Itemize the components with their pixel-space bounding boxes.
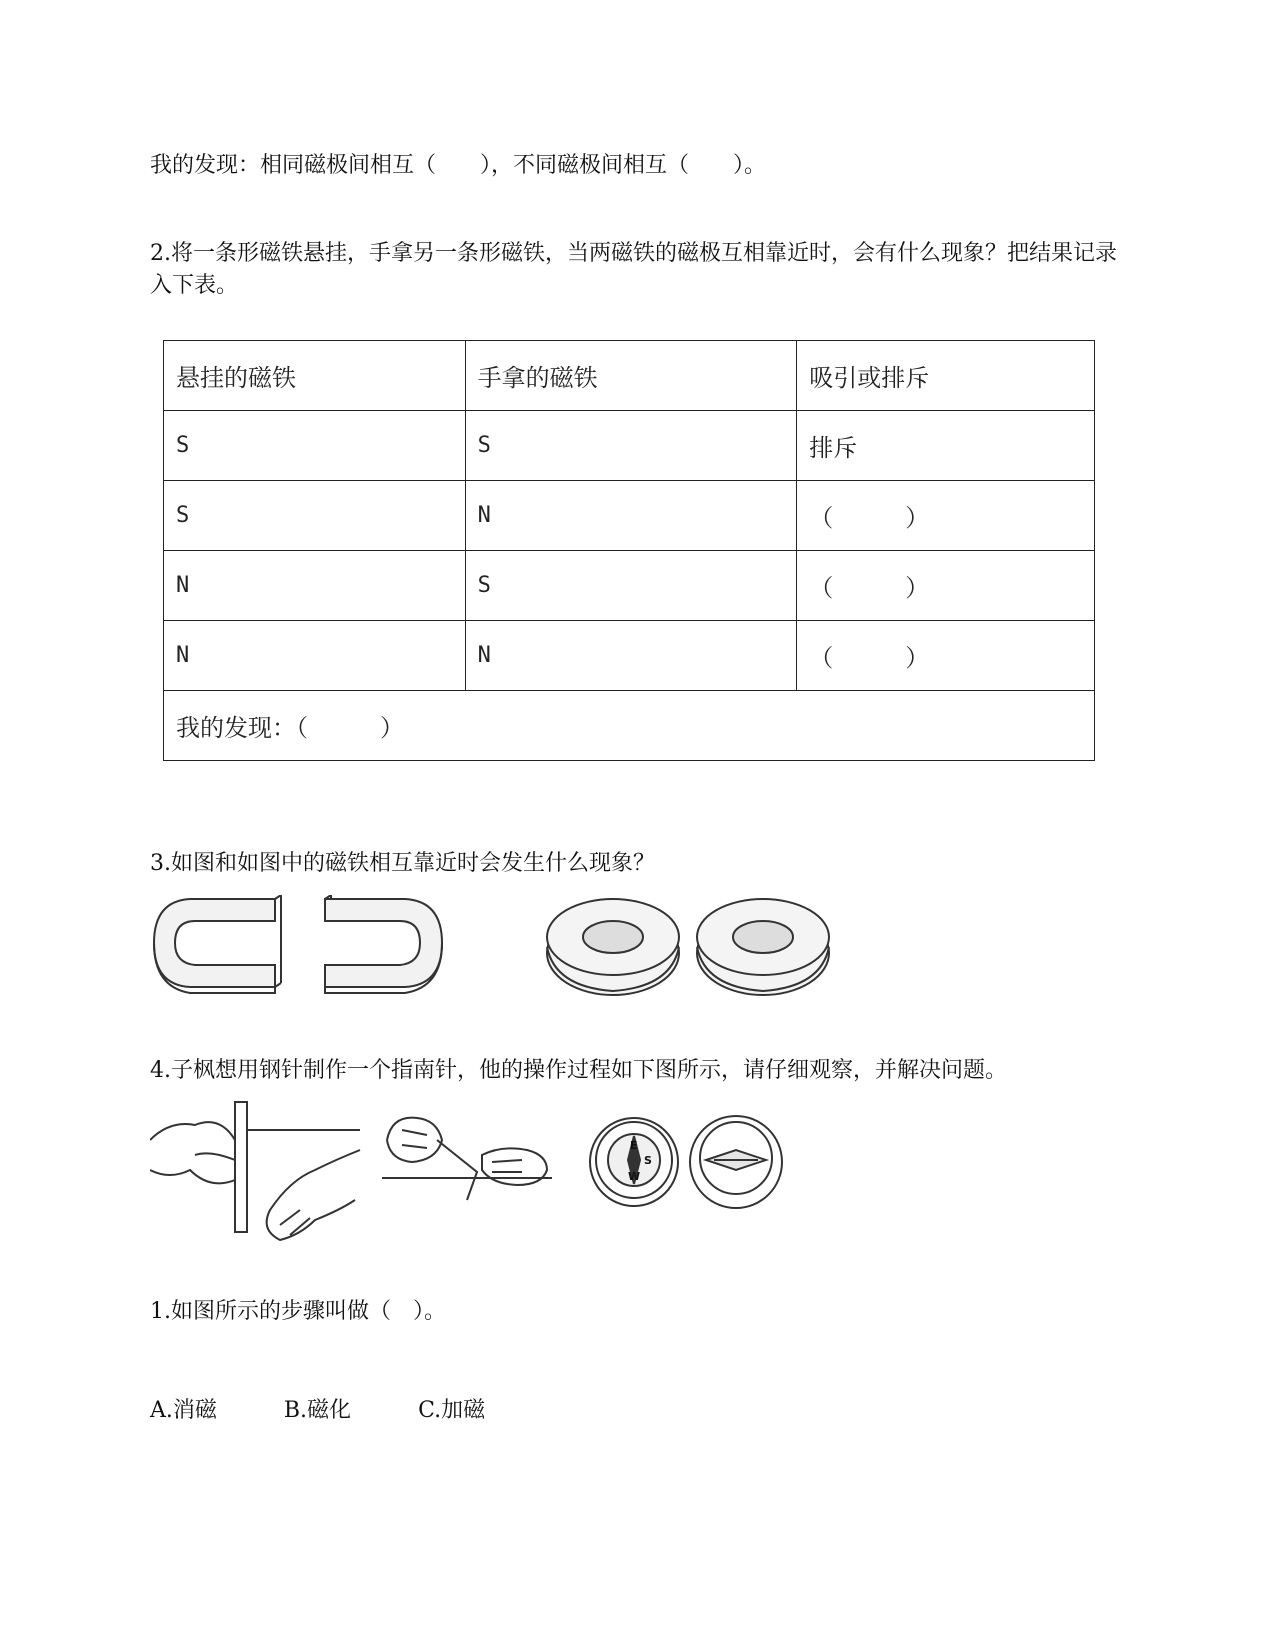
table-cell: N: [164, 621, 466, 691]
sub-question-1: 1.如图所示的步骤叫做（ ）。: [150, 1299, 446, 1324]
table-cell: 排斥: [797, 411, 1095, 481]
table-cell: S: [465, 551, 797, 621]
table-header-row: [164, 341, 1095, 411]
stroking-needle-figure: [382, 1100, 562, 1210]
compass-letter-s: S: [644, 1154, 652, 1167]
table-footer-row: [164, 691, 1095, 761]
table-row: [164, 551, 1095, 621]
table-row: [164, 621, 1095, 691]
horseshoe-magnets-figure: [150, 895, 450, 1005]
table-row: [164, 481, 1095, 551]
ring-magnets-figure: [545, 895, 845, 1005]
compass-letter-w: W: [628, 1170, 641, 1183]
magnet-result-table: [163, 340, 1095, 761]
answer-blank[interactable]: （ ）: [797, 551, 1095, 621]
table-finding[interactable]: 我的发现：（ ）: [164, 691, 1095, 761]
ring-magnet-left: [547, 899, 679, 995]
table-cell: S: [164, 481, 466, 551]
table-cell: N: [465, 621, 797, 691]
table-cell: S: [465, 411, 797, 481]
table-row: [164, 411, 1095, 481]
horseshoe-magnet-right: [325, 895, 442, 993]
question-4: 4.子枫想用钢针制作一个指南针，他的操作过程如下图所示，请仔细观察，并解决问题。: [150, 1058, 1007, 1083]
answer-blank[interactable]: （ ）: [797, 481, 1095, 551]
question-2: 2.将一条形磁铁悬挂，手拿另一条形磁铁，当两磁铁的磁极互相靠近时，会有什么现象？把结果记录入下表。: [150, 241, 1117, 298]
compass-letter-e: E: [630, 1139, 638, 1152]
answer-blank[interactable]: （ ）: [797, 621, 1095, 691]
header-hanging-magnet: 悬挂的磁铁: [164, 341, 466, 411]
table-cell: N: [465, 481, 797, 551]
option-c[interactable]: C.加磁: [418, 1398, 486, 1423]
horseshoe-magnet-left: [154, 895, 281, 993]
compasses-figure: [586, 1112, 786, 1212]
answer-options: [150, 1395, 545, 1427]
header-hand-magnet: 手拿的磁铁: [465, 341, 797, 411]
table-cell: N: [164, 551, 466, 621]
ring-magnet-right: [697, 899, 829, 995]
table-cell: S: [164, 411, 466, 481]
option-a[interactable]: A.消磁: [150, 1398, 217, 1423]
question-3: 3.如图和如图中的磁铁相互靠近时会发生什么现象？: [150, 851, 655, 876]
needle-compass: [690, 1116, 782, 1208]
finding-line: 我的发现：相同磁极间相互（ ），不同磁极间相互（ ）。: [150, 153, 767, 178]
option-b[interactable]: B.磁化: [283, 1398, 352, 1423]
compass-dial: [590, 1118, 678, 1206]
header-attract-repel: 吸引或排斥: [797, 341, 1095, 411]
